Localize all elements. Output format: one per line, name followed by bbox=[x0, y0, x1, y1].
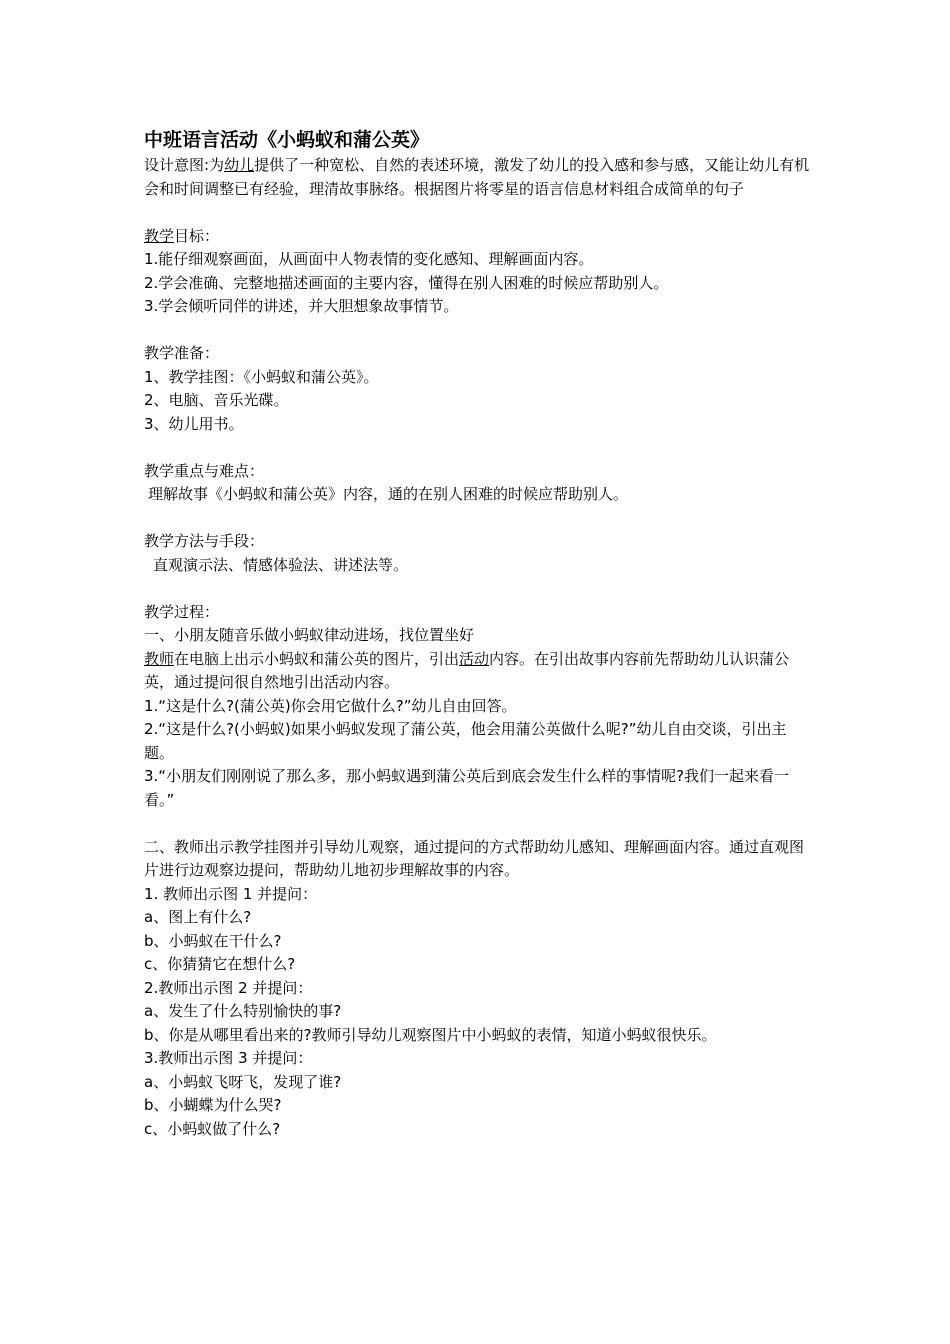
teacher-paragraph: 教师在电脑上出示小蚂蚁和蒲公英的图片，引出活动内容。在引出故事内容前先帮助幼儿认识蒲公英，通过提问很自然地引出活动内容。 bbox=[144, 649, 790, 691]
focus-heading: 教学重点与难点： bbox=[144, 461, 265, 480]
prep-heading: 教学准备： bbox=[144, 344, 220, 362]
picture-question: c、小蚂蚁做了什么? bbox=[144, 1119, 281, 1138]
goal-item: 1.能仔细观察画面，从画面中人物表情的变化感知、理解画面内容。 bbox=[144, 250, 594, 268]
focus-text: 理解故事《小蚂蚁和蒲公英》内容，通的在别人困难的时候应帮助别人。 bbox=[148, 485, 629, 503]
picture-3-heading: 3.教师出示图 3 并提问： bbox=[144, 1049, 313, 1067]
link-jiaoxue[interactable]: 教学 bbox=[144, 226, 175, 245]
picture-question: b、你是从哪里看出来的?教师引导幼儿观察图片中小蚂蚁的表情，知道小蚂蚁很快乐。 bbox=[144, 1025, 717, 1044]
picture-question: b、小蝴蝶为什么哭? bbox=[144, 1096, 282, 1114]
design-intent: 设计意图:为幼儿提供了一种宽松、自然的表述环境，激发了幼儿的投入感和参与感，又能让幼儿有机会和时间调整已有经验，理清故事脉络。根据图片将零星的语言信息材料组合成简单的句子 bbox=[144, 156, 810, 198]
picture-question: a、发生了什么特别愉快的事? bbox=[144, 1002, 342, 1020]
question-item: 1.“这是什么?(蒲公英)你会用它做什么?”幼儿自由回答。 bbox=[144, 696, 517, 715]
link-jiaoshi[interactable]: 教师 bbox=[144, 649, 175, 668]
link-youer[interactable]: 幼儿 bbox=[224, 156, 255, 174]
picture-2-heading: 2.教师出示图 2 并提问： bbox=[144, 978, 313, 997]
prep-item: 1、教学挂图：《小蚂蚁和蒲公英》。 bbox=[144, 367, 379, 386]
picture-question: b、小蚂蚁在干什么? bbox=[144, 931, 282, 950]
question-item: 3.“小朋友们刚刚说了那么多，那小蚂蚁遇到蒲公英后到底会发生什么样的事情呢?我们一起来看一看。” bbox=[144, 767, 790, 809]
prep-item: 2、电脑、音乐光碟。 bbox=[144, 391, 289, 409]
picture-question: a、图上有什么? bbox=[144, 908, 252, 926]
process-heading: 教学过程： bbox=[144, 602, 220, 621]
question-item: 2.“这是什么?(小蚂蚁)如果小蚂蚁发现了蒲公英，他会用蒲公英做什么呢?”幼儿自由交谈，引出主题。 bbox=[144, 720, 787, 762]
goal-item: 3.学会倾听同伴的讲述，并大胆想象故事情节。 bbox=[144, 297, 459, 315]
goals-heading: 教学目标： bbox=[144, 226, 220, 245]
picture-1-heading: 1. 教师出示图 1 并提问： bbox=[144, 884, 318, 903]
picture-question: c、你猜猜它在想什么? bbox=[144, 955, 296, 973]
document-body bbox=[144, 128, 816, 1141]
method-text: 直观演示法、情感体验法、讲述法等。 bbox=[153, 555, 409, 574]
process-step-2: 二、教师出示教学挂图并引导幼儿观察，通过提问的方式帮助幼儿感知、理解画面内容。通过直观图片进行边观察边提问，帮助幼儿地初步理解故事的内容。 bbox=[144, 837, 805, 879]
prep-item: 3、幼儿用书。 bbox=[144, 414, 244, 433]
goal-item: 2.学会准确、完整地描述画面的主要内容，懂得在别人困难的时候应帮助别人。 bbox=[144, 273, 669, 292]
document-title: 中班语言活动《小蚂蚁和蒲公英》 bbox=[144, 129, 430, 151]
link-huodong[interactable]: 活动 bbox=[459, 649, 490, 668]
picture-question: a、小蚂蚁飞呀飞，发现了谁? bbox=[144, 1072, 342, 1091]
method-heading: 教学方法与手段： bbox=[144, 532, 265, 550]
process-step-1: 一、小朋友随音乐做小蚂蚁律动进场，找位置坐好 bbox=[144, 626, 475, 644]
